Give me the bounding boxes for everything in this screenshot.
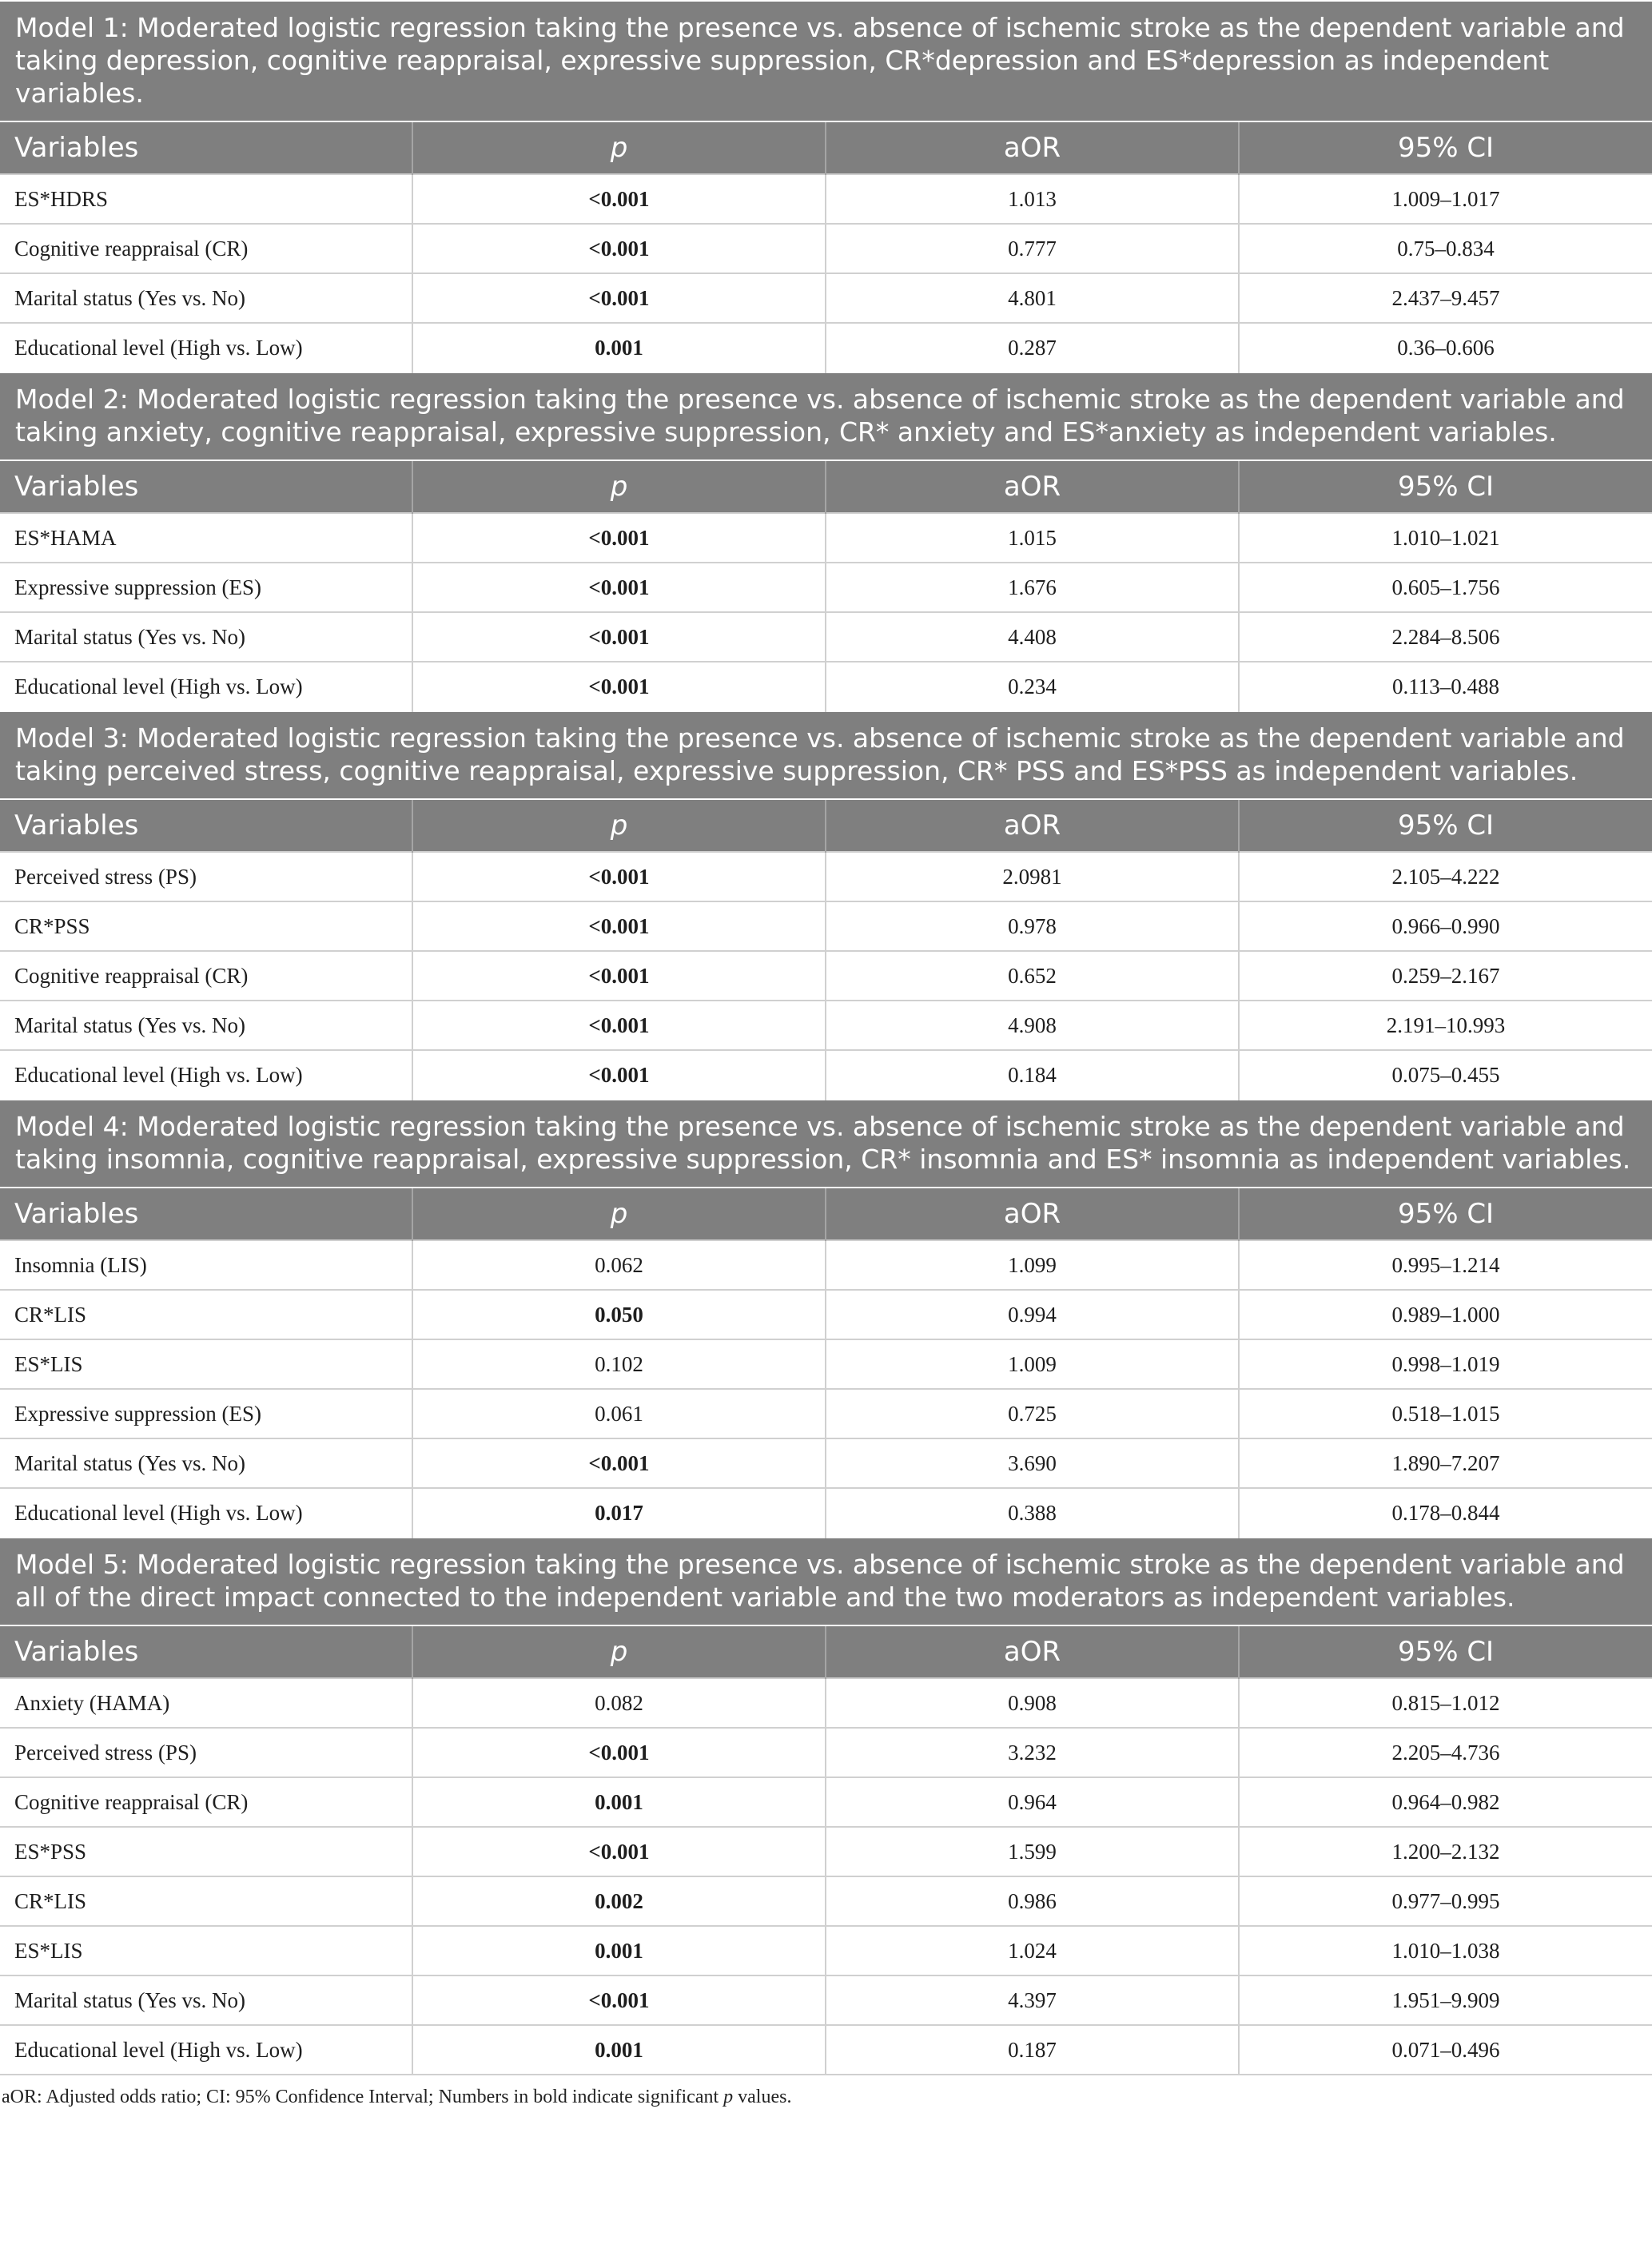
header-ci: 95% CI	[1239, 460, 1652, 513]
header-p: p	[412, 121, 826, 174]
cell-variable: Marital status (Yes vs. No)	[0, 1001, 412, 1050]
cell-ci: 0.178–0.844	[1239, 1488, 1652, 1538]
cell-aor: 3.690	[826, 1438, 1239, 1488]
footnote-text-end: values.	[733, 2087, 792, 2107]
cell-ci: 1.200–2.132	[1239, 1827, 1652, 1876]
cell-p-value: <0.001	[412, 662, 826, 711]
cell-ci: 0.998–1.019	[1239, 1339, 1652, 1389]
table-footnote	[0, 2074, 1652, 2108]
cell-aor: 0.964	[826, 1777, 1239, 1827]
cell-aor: 0.777	[826, 224, 1239, 273]
header-variables: Variables	[0, 1188, 412, 1240]
table-row	[0, 273, 1652, 323]
header-ci: 95% CI	[1239, 1188, 1652, 1240]
header-aor: aOR	[826, 460, 1239, 513]
table-row	[0, 2025, 1652, 2074]
cell-aor: 1.009	[826, 1339, 1239, 1389]
table-row	[0, 951, 1652, 1001]
cell-aor: 0.725	[826, 1389, 1239, 1438]
cell-variable: Perceived stress (PS)	[0, 1728, 412, 1777]
cell-variable: Educational level (High vs. Low)	[0, 1050, 412, 1100]
cell-ci: 2.284–8.506	[1239, 612, 1652, 662]
cell-aor: 2.0981	[826, 852, 1239, 901]
model-title: Model 3: Moderated logistic regression taking the presence vs. absence of ischemic stroke as the dependent variable and taking perceived stress, cognitive reappraisal, expressive suppression, CR* PSS and ES*PSS as independent variables.	[0, 711, 1652, 799]
cell-variable: Marital status (Yes vs. No)	[0, 1975, 412, 2025]
cell-ci: 1.010–1.038	[1239, 1926, 1652, 1975]
cell-aor: 4.908	[826, 1001, 1239, 1050]
cell-variable: Cognitive reappraisal (CR)	[0, 1777, 412, 1827]
table-row	[0, 1240, 1652, 1290]
cell-aor: 1.013	[826, 174, 1239, 224]
cell-variable: Insomnia (LIS)	[0, 1240, 412, 1290]
cell-variable: Cognitive reappraisal (CR)	[0, 224, 412, 273]
header-p: p	[412, 460, 826, 513]
table-row	[0, 513, 1652, 563]
cell-ci: 0.989–1.000	[1239, 1290, 1652, 1339]
column-header-row	[0, 1188, 1652, 1240]
cell-ci: 0.259–2.167	[1239, 951, 1652, 1001]
table-row	[0, 1926, 1652, 1975]
cell-p-value: <0.001	[412, 224, 826, 273]
table-body	[0, 1, 1652, 2074]
cell-p-value: <0.001	[412, 612, 826, 662]
table-row	[0, 323, 1652, 372]
cell-p-value: <0.001	[412, 951, 826, 1001]
cell-variable: Expressive suppression (ES)	[0, 1389, 412, 1438]
model-title-row	[0, 711, 1652, 799]
cell-variable: Educational level (High vs. Low)	[0, 662, 412, 711]
cell-variable: Marital status (Yes vs. No)	[0, 612, 412, 662]
cell-aor: 0.388	[826, 1488, 1239, 1538]
cell-variable: Marital status (Yes vs. No)	[0, 273, 412, 323]
cell-ci: 0.966–0.990	[1239, 901, 1652, 951]
cell-variable: ES*LIS	[0, 1926, 412, 1975]
cell-p-value: <0.001	[412, 513, 826, 563]
cell-p-value: 0.082	[412, 1678, 826, 1728]
cell-p-value: 0.102	[412, 1339, 826, 1389]
footnote-text: aOR: Adjusted odds ratio; CI: 95% Confidence Interval; Numbers in bold indicate significant	[2, 2087, 724, 2107]
cell-p-value: 0.061	[412, 1389, 826, 1438]
column-header-row	[0, 460, 1652, 513]
table-row	[0, 1728, 1652, 1777]
cell-aor: 0.978	[826, 901, 1239, 951]
table-row	[0, 1438, 1652, 1488]
cell-ci: 1.951–9.909	[1239, 1975, 1652, 2025]
cell-aor: 3.232	[826, 1728, 1239, 1777]
model-title: Model 2: Moderated logistic regression taking the presence vs. absence of ischemic stroke as the dependent variable and taking anxiety, cognitive reappraisal, expressive suppression, CR* anxiety and ES*anxiety as independent variables.	[0, 372, 1652, 460]
cell-variable: ES*LIS	[0, 1339, 412, 1389]
column-header-row	[0, 121, 1652, 174]
cell-ci: 0.113–0.488	[1239, 662, 1652, 711]
cell-p-value: 0.001	[412, 2025, 826, 2074]
header-p: p	[412, 1188, 826, 1240]
table-row	[0, 174, 1652, 224]
table-row	[0, 1050, 1652, 1100]
cell-variable: CR*LIS	[0, 1290, 412, 1339]
cell-ci: 2.437–9.457	[1239, 273, 1652, 323]
cell-p-value: 0.050	[412, 1290, 826, 1339]
cell-aor: 1.024	[826, 1926, 1239, 1975]
cell-aor: 0.287	[826, 323, 1239, 372]
cell-aor: 0.652	[826, 951, 1239, 1001]
table-row	[0, 1827, 1652, 1876]
header-variables: Variables	[0, 460, 412, 513]
cell-variable: Educational level (High vs. Low)	[0, 1488, 412, 1538]
table-row	[0, 1290, 1652, 1339]
cell-aor: 0.994	[826, 1290, 1239, 1339]
header-aor: aOR	[826, 799, 1239, 852]
cell-p-value: <0.001	[412, 1827, 826, 1876]
cell-variable: Educational level (High vs. Low)	[0, 323, 412, 372]
cell-ci: 0.075–0.455	[1239, 1050, 1652, 1100]
cell-ci: 0.36–0.606	[1239, 323, 1652, 372]
header-ci: 95% CI	[1239, 121, 1652, 174]
cell-ci: 1.010–1.021	[1239, 513, 1652, 563]
header-p: p	[412, 799, 826, 852]
model-title-row	[0, 1538, 1652, 1625]
cell-p-value: 0.002	[412, 1876, 826, 1926]
cell-aor: 0.986	[826, 1876, 1239, 1926]
cell-aor: 0.187	[826, 2025, 1239, 2074]
model-title: Model 1: Moderated logistic regression taking the presence vs. absence of ischemic stroke as the dependent variable and taking depression, cognitive reappraisal, expressive suppression, CR*depression and ES*depression as independent variables.	[0, 1, 1652, 121]
header-variables: Variables	[0, 799, 412, 852]
table-row	[0, 1678, 1652, 1728]
table-row	[0, 901, 1652, 951]
cell-variable: CR*LIS	[0, 1876, 412, 1926]
table-row	[0, 612, 1652, 662]
header-ci: 95% CI	[1239, 799, 1652, 852]
table-row	[0, 1339, 1652, 1389]
cell-aor: 1.015	[826, 513, 1239, 563]
cell-aor: 4.408	[826, 612, 1239, 662]
cell-aor: 4.397	[826, 1975, 1239, 2025]
cell-ci: 1.009–1.017	[1239, 174, 1652, 224]
header-ci: 95% CI	[1239, 1625, 1652, 1678]
cell-p-value: 0.001	[412, 1926, 826, 1975]
cell-ci: 0.977–0.995	[1239, 1876, 1652, 1926]
header-aor: aOR	[826, 121, 1239, 174]
cell-ci: 0.605–1.756	[1239, 563, 1652, 612]
table-row	[0, 662, 1652, 711]
footnote-italic-p: p	[723, 2087, 734, 2107]
cell-variable: Cognitive reappraisal (CR)	[0, 951, 412, 1001]
table-row	[0, 563, 1652, 612]
cell-variable: Marital status (Yes vs. No)	[0, 1438, 412, 1488]
header-p: p	[412, 1625, 826, 1678]
cell-p-value: <0.001	[412, 852, 826, 901]
table-row	[0, 1488, 1652, 1538]
cell-p-value: 0.001	[412, 1777, 826, 1827]
table-row	[0, 1975, 1652, 2025]
table-row	[0, 1001, 1652, 1050]
cell-ci: 1.890–7.207	[1239, 1438, 1652, 1488]
cell-ci: 0.815–1.012	[1239, 1678, 1652, 1728]
cell-ci: 0.071–0.496	[1239, 2025, 1652, 2074]
cell-p-value: 0.001	[412, 323, 826, 372]
cell-p-value: <0.001	[412, 901, 826, 951]
cell-p-value: <0.001	[412, 1001, 826, 1050]
model-title-row	[0, 1, 1652, 121]
model-title-row	[0, 372, 1652, 460]
table-row	[0, 1389, 1652, 1438]
cell-aor: 0.908	[826, 1678, 1239, 1728]
table-row	[0, 1777, 1652, 1827]
cell-variable: Educational level (High vs. Low)	[0, 2025, 412, 2074]
cell-ci: 2.105–4.222	[1239, 852, 1652, 901]
column-header-row	[0, 1625, 1652, 1678]
cell-variable: Perceived stress (PS)	[0, 852, 412, 901]
cell-ci: 2.191–10.993	[1239, 1001, 1652, 1050]
cell-p-value: <0.001	[412, 1050, 826, 1100]
cell-aor: 1.099	[826, 1240, 1239, 1290]
table-row	[0, 224, 1652, 273]
model-title: Model 5: Moderated logistic regression taking the presence vs. absence of ischemic stroke as the dependent variable and all of the direct impact connected to the independent variable and the two moderators as independent variables.	[0, 1538, 1652, 1625]
cell-aor: 1.676	[826, 563, 1239, 612]
header-variables: Variables	[0, 121, 412, 174]
cell-variable: CR*PSS	[0, 901, 412, 951]
cell-ci: 0.75–0.834	[1239, 224, 1652, 273]
cell-p-value: <0.001	[412, 273, 826, 323]
cell-p-value: <0.001	[412, 563, 826, 612]
cell-variable: ES*PSS	[0, 1827, 412, 1876]
cell-variable: Expressive suppression (ES)	[0, 563, 412, 612]
cell-ci: 0.995–1.214	[1239, 1240, 1652, 1290]
model-title: Model 4: Moderated logistic regression taking the presence vs. absence of ischemic stroke as the dependent variable and taking insomnia, cognitive reappraisal, expressive suppression, CR* insomnia and ES* insomnia as independent variables.	[0, 1100, 1652, 1188]
column-header-row	[0, 799, 1652, 852]
cell-variable: ES*HAMA	[0, 513, 412, 563]
cell-p-value: 0.062	[412, 1240, 826, 1290]
cell-ci: 0.518–1.015	[1239, 1389, 1652, 1438]
cell-ci: 0.964–0.982	[1239, 1777, 1652, 1827]
cell-aor: 0.184	[826, 1050, 1239, 1100]
cell-p-value: <0.001	[412, 174, 826, 224]
cell-aor: 4.801	[826, 273, 1239, 323]
cell-p-value: <0.001	[412, 1975, 826, 2025]
table-row	[0, 852, 1652, 901]
cell-aor: 0.234	[826, 662, 1239, 711]
model-title-row	[0, 1100, 1652, 1188]
cell-variable: Anxiety (HAMA)	[0, 1678, 412, 1728]
cell-variable: ES*HDRS	[0, 174, 412, 224]
cell-p-value: <0.001	[412, 1438, 826, 1488]
cell-p-value: 0.017	[412, 1488, 826, 1538]
header-aor: aOR	[826, 1188, 1239, 1240]
header-aor: aOR	[826, 1625, 1239, 1678]
header-variables: Variables	[0, 1625, 412, 1678]
cell-p-value: <0.001	[412, 1728, 826, 1777]
cell-aor: 1.599	[826, 1827, 1239, 1876]
cell-ci: 2.205–4.736	[1239, 1728, 1652, 1777]
table-row	[0, 1876, 1652, 1926]
